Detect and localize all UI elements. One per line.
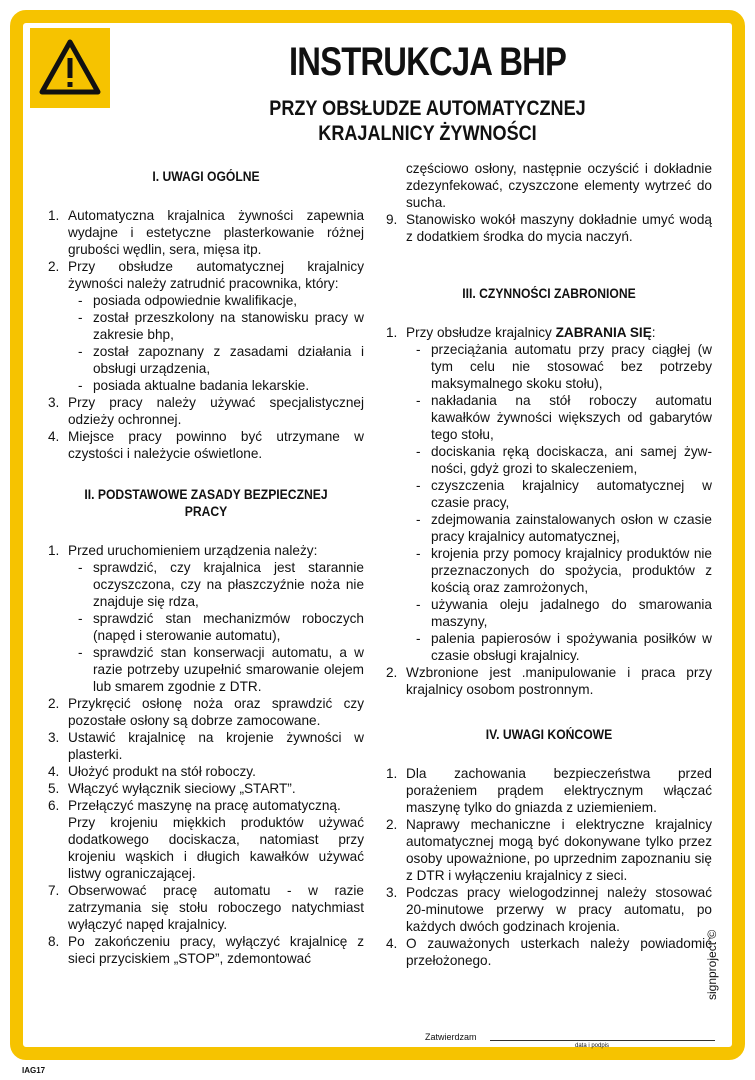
brand-mark: signproject © [705, 929, 719, 1000]
list-item: 1. Przed uruchomieniem urządzenia należy: - sprawdzić, czy krajalnica jest starannie oczyszczona, czy na płaszczyźnie noża nie znajduje się rdza, - sprawdzić stan mechanizmów roboczych (napęd i sterowanie automatu), - sprawdzić stan konserwacji automatu, a w razie potrzeby uzupełnić smarowanie olejem lub smarem zgodnie z DTR. [48, 542, 364, 695]
sub-item: - sprawdzić stan mechanizmów roboczych (napęd i sterowanie automatu), [68, 610, 364, 644]
section-4-list [386, 765, 712, 969]
signature-line [490, 1040, 715, 1041]
sub-item: - nakładania na stół roboczy automatu kawałków żywności większych od gabarytów tego stołu, [406, 392, 712, 443]
section-1-heading: I. UWAGI OGÓLNE [152, 169, 260, 184]
list-item: 6. Przełączyć maszynę na pracę automatyczną. Przy krojeniu miękkich produktów używać dodatkowego dociskacza, natomiast przy krojeniu wąskich i długich kawałków używać listwy ograniczającej. [48, 798, 364, 881]
sub-item: - przeciążania automatu przy pracy ciągłej (w tym celu nie stosować bez potrzeby maksymalnego skoku stołu), [406, 341, 712, 392]
subtitle-line-2: KRAJALNICY ŻYWNOŚCI [318, 122, 537, 145]
list-item: 3. Przy pracy należy używać specjalistycznej odzieży ochronnej. [48, 395, 364, 427]
section-4-heading: IV. UWAGI KOŃCOWE [485, 727, 613, 742]
sub-item: - został przeszkolony na stanowisku pracy w zakresie bhp, [68, 309, 364, 343]
list-item: 3. Ustawić krajalnicę na krojenie żywności w plasterki. [48, 730, 364, 762]
list-item: 1. Automatyczna krajalnica żywności zapewnia wydajne i estetyczne plasterkowanie różnej grubości wędlin, sera, mięsa itp. [48, 208, 364, 257]
warning-triangle-icon [30, 28, 110, 108]
list-item: 4. Ułożyć produkt na stół roboczy. [48, 764, 256, 779]
section-2-heading: II. PODSTAWOWE ZASADY BEZPIECZNEJ PRACY [84, 487, 328, 519]
left-column [48, 168, 364, 967]
warning-sign [30, 28, 110, 108]
subtitle-line-1: PRZY OBSŁUDZE AUTOMATYCZNEJ [269, 97, 586, 120]
sub-item: - dociskania ręką dociskacza, ani samej żyw-ności, gdyż grozi to skaleczeniem, [406, 443, 712, 477]
list-item: 4. Miejsce pracy powinno być utrzymane w czystości i należycie oświetlone. [48, 429, 364, 461]
sub-item: - czyszczenia krajalnicy automatycznej w czasie pracy, [406, 477, 712, 511]
document-code: IAG17 [22, 1066, 46, 1075]
sub-item: - posiada odpowiednie kwalifikacje, [68, 292, 364, 309]
sub-item: - sprawdzić stan konserwacji automatu, a w razie potrzeby uzupełnić smarowanie olejem lub smarem zgodnie z DTR. [68, 644, 364, 695]
list-item-continued: częściowo osłony, następnie oczyścić i dokładnie zdezynfekować, czyszczone elementy wytrzeć do sucha. [406, 161, 712, 210]
list-item: 5. Włączyć wyłącznik sieciowy „START”. [48, 781, 296, 796]
section-3-list [386, 324, 712, 698]
sub-item: - zdejmowania zainstalowanych osłon w czasie pracy krajalnicy automatycznej, [406, 511, 712, 545]
list-item: 7. Obserwować pracę automatu - w razie zatrzymania się stołu roboczego natychmiast wyłączyć napęd krajalnicy. [48, 883, 364, 932]
list-item: 2. Przykręcić osłonę noża oraz sprawdzić czy pozostałe osłony są dobrze zamocowane. [48, 696, 364, 728]
list-item: 4. O zauważonych usterkach należy powiadomić przełożonego. [386, 936, 712, 968]
list-item: 2. Przy obsłudze automatycznej krajalnicy żywności należy zatrudnić pracownika, który: - posiada odpowiednie kwalifikacje, - został przeszkolony na stanowisku pracy w zakresie bhp, - został zapoznany z zasadami działania i obsługi urządzenia, - posiada aktualne badania lekarskie. [48, 258, 364, 394]
approve-label: Zatwierdzam [425, 1032, 477, 1042]
section-1-list [48, 207, 364, 462]
right-column [386, 160, 712, 969]
list-item: 8. Po zakończeniu pracy, wyłączyć krajalnicę z sieci przyciskiem „STOP”, zdemontować [48, 934, 364, 966]
section-2-list [48, 542, 364, 967]
sub-item: - palenia papierosów i spożywania posiłków w czasie obsługi krajalnicy. [406, 630, 712, 664]
item-note: Przy krojeniu miękkich produktów używać dodatkowego dociskacza, natomiast przy krojeniu wąskich i długich kawałków używać listwy ograniczającej. [68, 815, 364, 881]
sub-item: - krojenia przy pomocy krajalnicy produktów nie przeznaczonych do spożycia, produktów z kością oraz zamrożonych, [406, 545, 712, 596]
page-title: INSTRUKCJA BHP [288, 40, 567, 84]
page-subtitle [163, 96, 692, 146]
list-item: 3. Podczas pracy wielogodzinnej należy stosować 20-minutowe przerwy w pracy automatu, po każdych dwóch godzinach krojenia. [386, 885, 712, 934]
list-item: 1. Przy obsłudze krajalnicy ZABRANIA SIĘ: - przeciążania automatu przy pracy ciągłej (w tym celu nie stosować bez potrzeby maksymalnego skoku stołu), - nakładania na stół roboczy automatu kawałków żywności większych od gabarytów tego stołu, - dociskania ręką dociskacza, ani samej żyw-ności, gdyż grozi to skaleczeniem, - czyszczenia krajalnicy automatycznej w czasie pracy, - zdejmowania zainstalowanych osłon w czasie pracy krajalnicy automatycznej, - krojenia przy pomocy krajalnicy produktów nie przeznaczonych do spożycia, produktów z kością oraz zamrożonych, - używania oleju jadalnego do smarowania maszyny, - palenia papierosów i spożywania posiłków w czasie obsługi krajalnicy. [386, 324, 712, 664]
sub-item: - używania oleju jadalnego do smarowania maszyny, [406, 596, 712, 630]
section-2-list-continued [386, 160, 712, 245]
sub-item: - został zapoznany z zasadami działania i obsługi urządzenia, [68, 343, 364, 377]
list-item: 9. Stanowisko wokół maszyny dokładnie umyć wodą z dodatkiem środka do mycia naczyń. [386, 212, 712, 244]
list-item: 2. Naprawy mechaniczne i elektryczne krajalnicy automatycznej mogą być dokonywane tylko przez osoby upoważnione, po uprzednim zapoznaniu się z DTR i wyłączeniu krajalnicy z sieci. [386, 817, 712, 883]
sub-item: - sprawdzić, czy krajalnica jest starannie oczyszczona, czy na płaszczyźnie noża nie znajduje się rdza, [68, 559, 364, 610]
sub-item: - posiada aktualne badania lekarskie. [68, 377, 364, 394]
list-item: 2. Wzbronione jest .manipulowanie i praca przy krajalnicy osobom postronnym. [386, 665, 712, 697]
section-3-heading: III. CZYNNOŚCI ZABRONIONE [462, 286, 636, 301]
list-item: 1. Dla zachowania bezpieczeństwa przed porażeniem prądem elektrycznym włączać maszynę tylko do gniazda z uziemieniem. [386, 766, 712, 815]
signature-caption: data i podpis [575, 1043, 610, 1049]
